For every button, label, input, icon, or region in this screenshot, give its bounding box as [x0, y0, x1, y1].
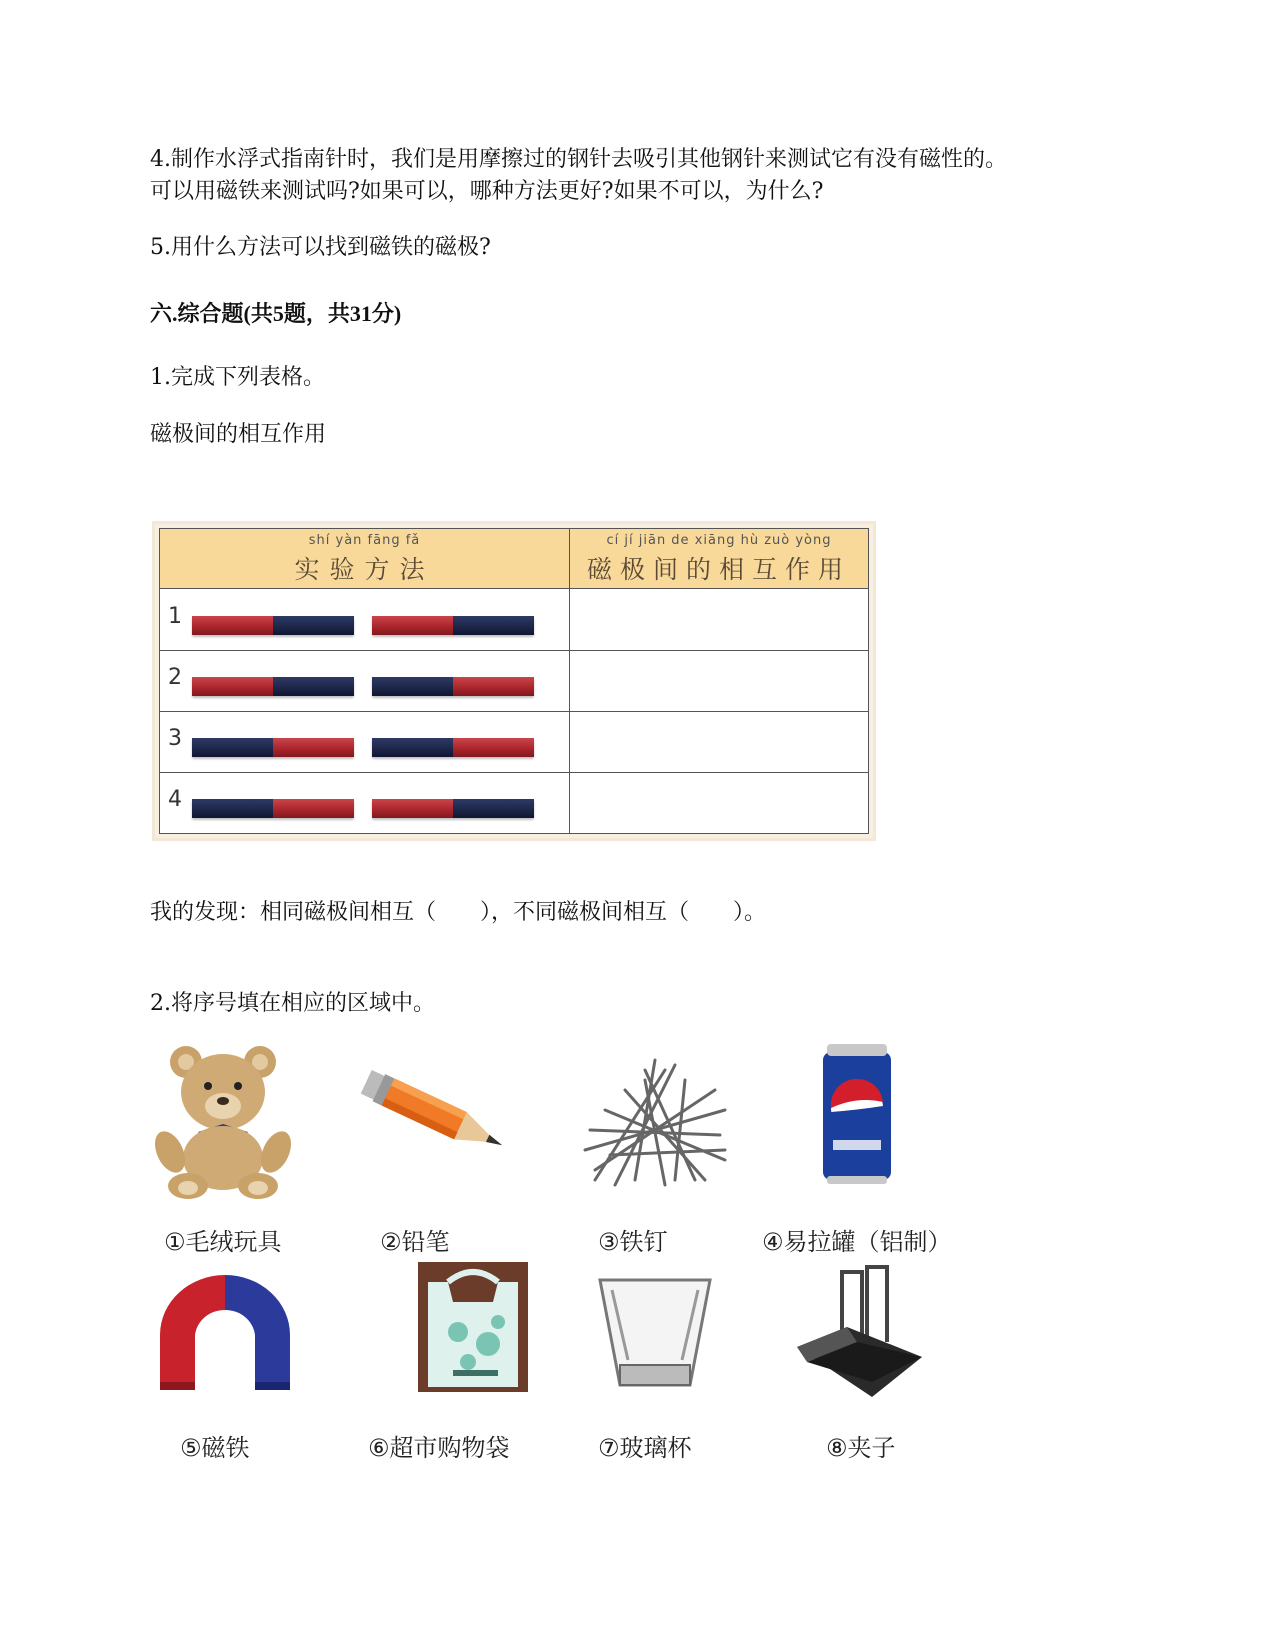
- header-col2-title: 磁极间的相互作用: [586, 555, 851, 584]
- table-row: [160, 590, 868, 651]
- pencil-icon: [352, 1062, 522, 1172]
- row-number: 1: [168, 604, 182, 629]
- item-label-plush-toy: ①毛绒玩具: [164, 1228, 282, 1256]
- header-col2-pinyin: cí jí jiān de xiāng hù zuò yòng: [606, 533, 832, 548]
- item-label-iron-nails: ③铁钉: [598, 1228, 668, 1256]
- iron-nails-icon: [570, 1050, 740, 1190]
- bar-magnet: [192, 677, 354, 696]
- header-col1-pinyin: shí yàn fāng fǎ: [308, 533, 421, 548]
- item-label-soda-can: ④易拉罐（铝制）: [762, 1228, 952, 1256]
- header-interaction: [569, 529, 869, 588]
- bar-magnet: [372, 616, 534, 635]
- bar-magnet: [192, 738, 354, 757]
- table-subtitle: 磁极间的相互作用: [150, 422, 327, 447]
- binder-clip-icon: [772, 1262, 942, 1402]
- bar-magnet: [192, 616, 354, 635]
- row-number: 3: [168, 726, 182, 751]
- item-label-clip: ⑧夹子: [826, 1434, 896, 1462]
- bar-magnet: [192, 799, 354, 818]
- table-row: [160, 651, 868, 712]
- question-4-line-1: 4.制作水浮式指南针时，我们是用摩擦过的钢针去吸引其他钢针来测试它有没有磁性的。: [150, 147, 1007, 172]
- bar-magnet: [372, 799, 534, 818]
- row-number: 4: [168, 787, 182, 812]
- item-label-glass-cup: ⑦玻璃杯: [598, 1434, 692, 1462]
- question-4-line-2: 可以用磁铁来测试吗?如果可以，哪种方法更好?如果不可以，为什么?: [150, 179, 824, 204]
- magnet-table-grid: [159, 528, 869, 834]
- table-row: [160, 773, 868, 833]
- header-col1-title: 实验方法: [294, 555, 435, 584]
- item-label-shopping-bag: ⑥超市购物袋: [368, 1434, 510, 1462]
- row-number: 2: [168, 665, 182, 690]
- question-5: 5.用什么方法可以找到磁铁的磁极?: [150, 235, 491, 260]
- subquestion-1: 1.完成下列表格。: [150, 365, 325, 390]
- magnet-table: [152, 521, 876, 841]
- item-label-magnet: ⑤磁铁: [180, 1434, 250, 1462]
- table-row: [160, 712, 868, 773]
- glass-cup-icon: [570, 1275, 740, 1395]
- horseshoe-magnet-icon: [140, 1270, 310, 1400]
- soda-can-icon: [772, 1040, 942, 1190]
- item-label-pencil: ②铅笔: [380, 1228, 450, 1256]
- header-experiment-method: [160, 529, 569, 588]
- bar-magnet: [372, 738, 534, 757]
- subquestion-2: 2.将序号填在相应的区域中。: [150, 991, 435, 1016]
- bar-magnet: [372, 677, 534, 696]
- finding-sentence: 我的发现：相同磁极间相互（ ），不同磁极间相互（ ）。: [150, 900, 767, 925]
- table-header: [160, 529, 868, 589]
- shopping-bag-icon: [388, 1262, 558, 1392]
- teddy-bear-icon: [138, 1040, 308, 1200]
- section-title: 六.综合题(共5题，共31分): [150, 301, 402, 326]
